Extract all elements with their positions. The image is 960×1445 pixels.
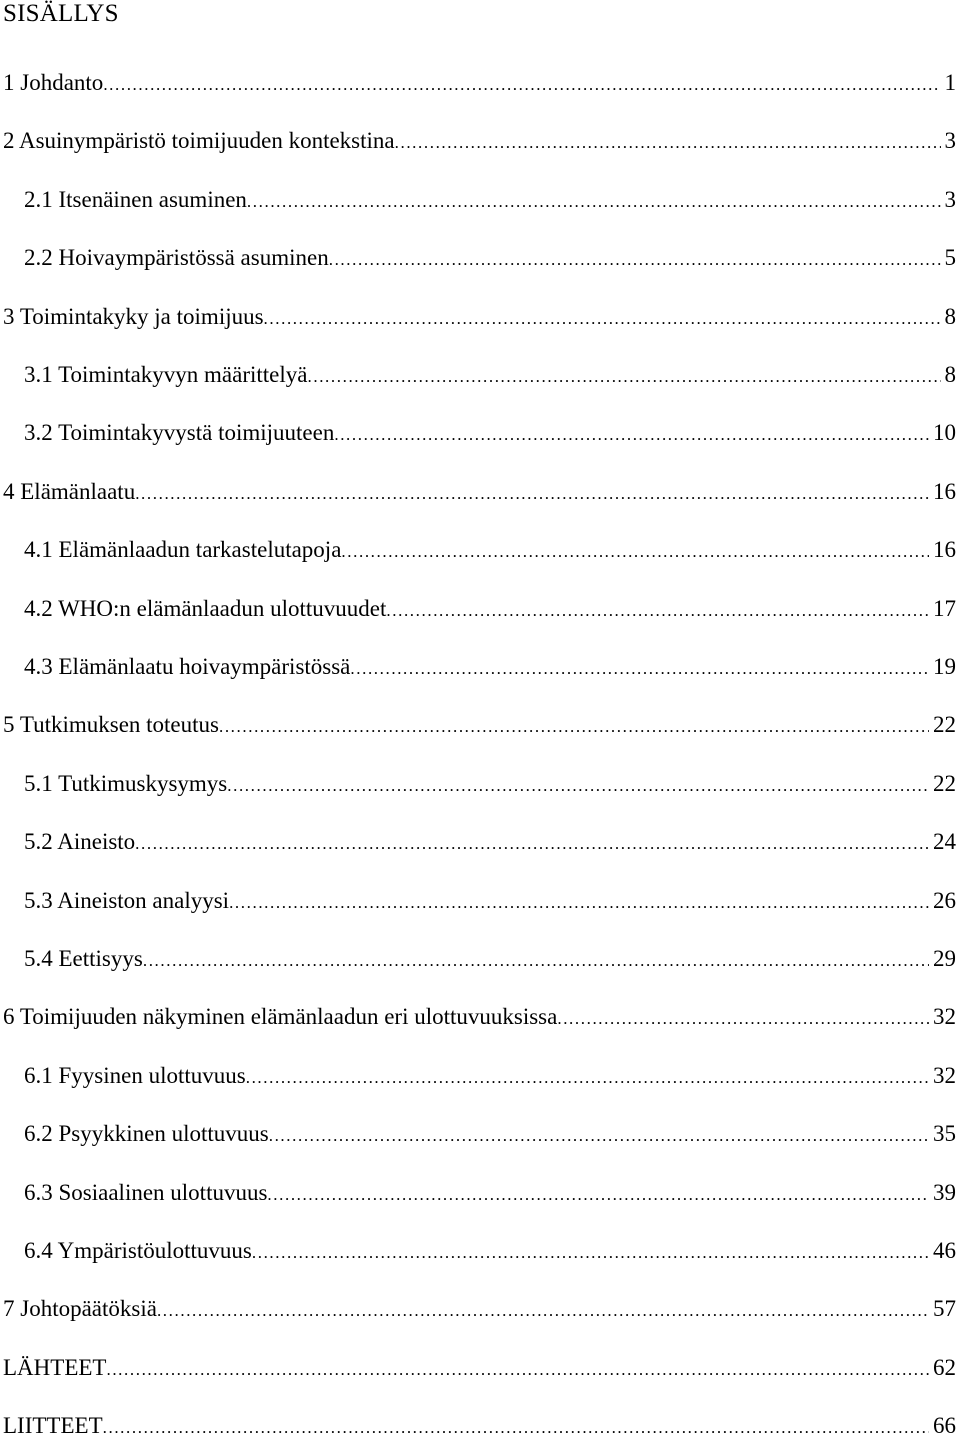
toc-entry-page-number: 5: [944, 245, 956, 271]
dot-leader: [135, 477, 929, 511]
toc-entry[interactable]: [0, 358, 956, 392]
toc-entry-page-number: 1: [944, 70, 956, 95]
toc-entry-label: 6 Toimijuuden näkyminen elämänlaadun eri ulottuvuuksissa: [3, 1004, 558, 1030]
toc-entry-page-number: 3: [944, 128, 956, 154]
toc-entry-label: 6.2 Psyykkinen ulottuvuus: [24, 1121, 269, 1147]
toc-entry-label: 2.1 Itsenäinen asuminen: [24, 186, 247, 212]
toc-entry[interactable]: [0, 183, 956, 217]
dot-leader: [246, 1061, 929, 1095]
toc-entry-page-number: 29: [933, 946, 956, 971]
toc-entry[interactable]: [0, 1351, 956, 1385]
toc-entry-label: LÄHTEET: [3, 1354, 107, 1380]
toc-entry-page-number: 19: [933, 654, 956, 679]
toc-entry-label: 5.3 Aineiston analyysi: [24, 887, 230, 913]
toc-entry-page-number: 32: [933, 1004, 956, 1030]
toc-entry-page-number: 39: [933, 1179, 956, 1205]
toc-entry-label: 7 Johtopäätöksiä: [3, 1296, 157, 1322]
toc-entry-page-number: 66: [933, 1413, 956, 1439]
toc-entry-page-number: 22: [933, 712, 956, 738]
dot-leader: [308, 360, 941, 394]
toc-entry-page-number: 62: [933, 1354, 956, 1380]
toc-entry-label: 3.2 Toimintakyvystä toimijuuteen: [24, 420, 335, 446]
dot-leader: [334, 418, 929, 452]
toc-entry-label: 1 Johdanto: [3, 70, 104, 95]
dot-leader: [106, 1353, 929, 1387]
toc-entry[interactable]: [0, 1409, 956, 1443]
toc-entry-label: 4.3 Elämänlaatu hoivaympäristössä: [24, 654, 351, 679]
dot-leader: [247, 185, 941, 219]
toc-entry[interactable]: [0, 825, 956, 859]
dot-leader: [135, 827, 929, 861]
toc-entry-page-number: 46: [933, 1238, 956, 1263]
dot-leader: [227, 769, 929, 803]
dot-leader: [103, 1411, 929, 1445]
toc-entry[interactable]: [0, 708, 956, 742]
toc-entry-page-number: 32: [933, 1062, 956, 1088]
dot-leader: [252, 1236, 929, 1270]
toc-entry-label: 2 Asuinympäristö toimijuuden kontekstina: [3, 128, 395, 154]
toc-entry-label: 5.1 Tutkimuskysymys: [24, 770, 228, 796]
toc-entry[interactable]: [0, 650, 956, 684]
dot-leader: [557, 1002, 929, 1036]
toc-entry-page-number: 35: [933, 1121, 956, 1147]
toc-entry-label: 4.1 Elämänlaadun tarkastelutapoja: [24, 537, 342, 563]
toc-entry[interactable]: [0, 767, 956, 801]
page-title: SISÄLLYS: [3, 0, 119, 27]
toc-entry[interactable]: [0, 592, 956, 626]
toc-entry[interactable]: [0, 1000, 956, 1034]
dot-leader: [157, 1294, 929, 1328]
dot-leader: [264, 302, 941, 336]
toc-entry-page-number: 8: [944, 362, 956, 387]
toc-entry-page-number: 16: [933, 537, 956, 563]
dot-leader: [143, 944, 929, 978]
toc-entry-page-number: 22: [933, 770, 956, 796]
dot-leader: [341, 535, 929, 569]
toc-entry-label: 5.2 Aineisto: [24, 829, 136, 855]
dot-leader: [267, 1178, 929, 1212]
toc-entry-label: 2.2 Hoivaympäristössä asuminen: [24, 245, 329, 271]
toc-entry[interactable]: [0, 1292, 956, 1326]
toc-entry-page-number: 16: [933, 478, 956, 504]
toc-entry-label: 5.4 Eettisyys: [24, 946, 143, 971]
toc-entry[interactable]: [0, 124, 956, 158]
toc-entry[interactable]: [0, 416, 956, 450]
toc-entry[interactable]: [0, 475, 956, 509]
dot-leader: [269, 1119, 929, 1153]
dot-leader: [103, 68, 940, 102]
toc-entry-label: LIITTEET: [3, 1413, 103, 1439]
dot-leader: [395, 126, 941, 160]
toc-entry[interactable]: [0, 1234, 956, 1268]
toc-entry-page-number: 3: [944, 186, 956, 212]
dot-leader: [229, 886, 929, 920]
toc-entry-label: 3 Toimintakyky ja toimijuus: [3, 303, 264, 329]
toc-entry-label: 4 Elämänlaatu: [3, 478, 136, 504]
toc-entry[interactable]: [0, 884, 956, 918]
toc-entry[interactable]: [0, 1117, 956, 1151]
toc-entry[interactable]: [0, 533, 956, 567]
dot-leader: [350, 652, 929, 686]
toc-entry-page-number: 26: [933, 887, 956, 913]
toc-entry-page-number: 17: [933, 595, 956, 621]
toc-entry[interactable]: [0, 300, 956, 334]
toc-entry-label: 6.3 Sosiaalinen ulottuvuus: [24, 1179, 268, 1205]
toc-entry-page-number: 10: [933, 420, 956, 446]
toc-entry[interactable]: [0, 1176, 956, 1210]
toc-entry-label: 5 Tutkimuksen toteutus: [3, 712, 219, 738]
toc-entry[interactable]: [0, 1059, 956, 1093]
dot-leader: [386, 594, 929, 628]
toc-entry[interactable]: [0, 942, 956, 976]
toc-entry-label: 3.1 Toimintakyvyn määrittelyä: [24, 362, 308, 387]
toc-entry-page-number: 24: [933, 829, 956, 855]
toc-entry-label: 4.2 WHO:n elämänlaadun ulottuvuudet: [24, 595, 387, 621]
dot-leader: [219, 710, 929, 744]
toc-entry-label: 6.4 Ympäristöulottuvuus: [24, 1238, 252, 1263]
toc-entry-label: 6.1 Fyysinen ulottuvuus: [24, 1062, 246, 1088]
toc-entry-page-number: 57: [933, 1296, 956, 1322]
toc-entry[interactable]: [0, 241, 956, 275]
dot-leader: [329, 243, 941, 277]
toc-entry-page-number: 8: [944, 303, 956, 329]
toc-entry[interactable]: [0, 66, 956, 100]
